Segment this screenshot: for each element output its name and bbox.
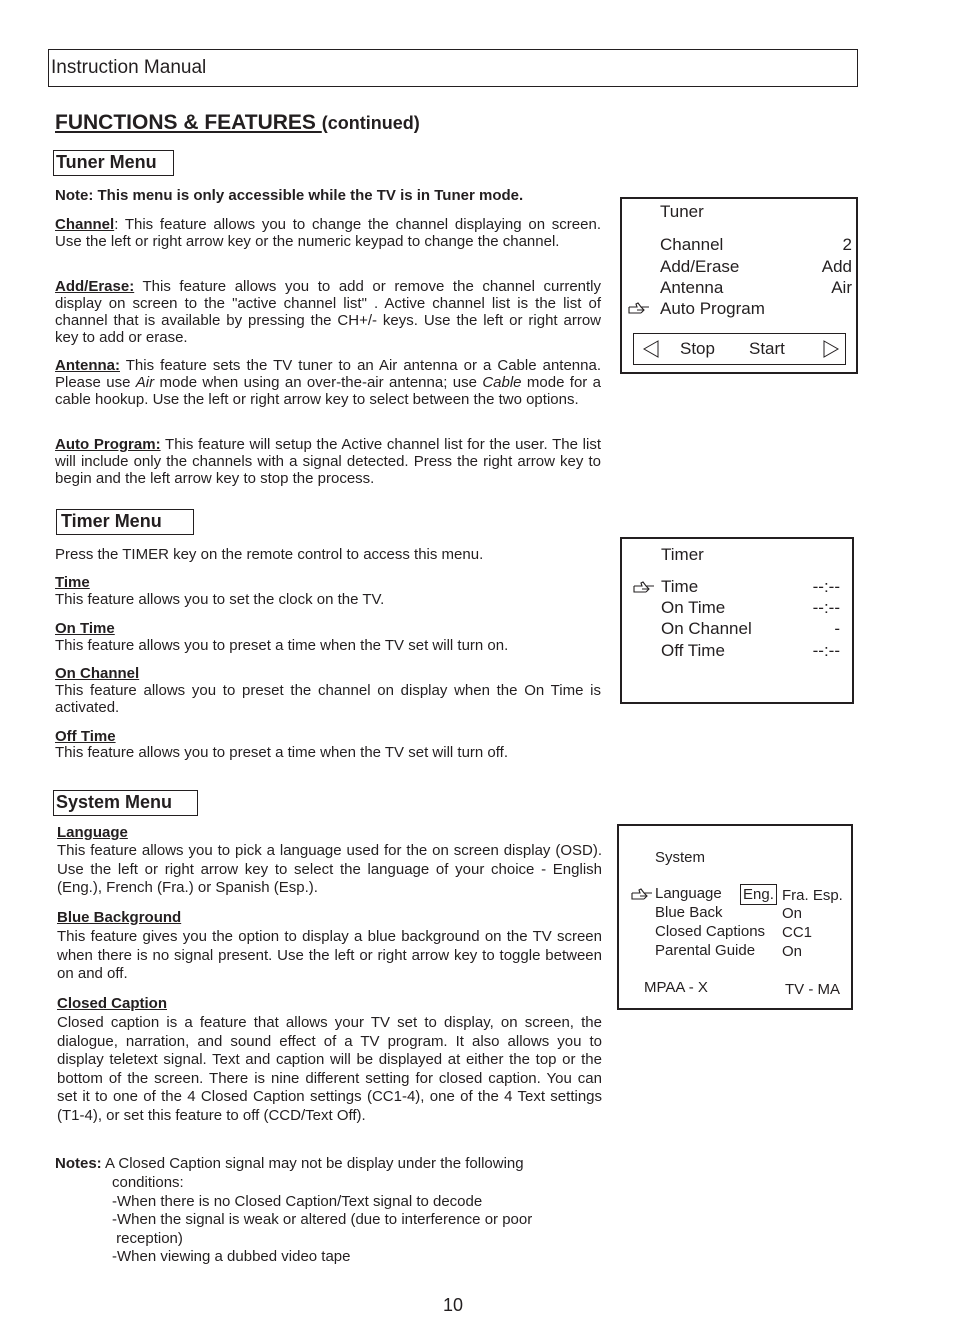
row-value: --:-- <box>812 577 840 596</box>
system-bluebg-text: This feature gives you the option to display a blue background on the TV screen when there is no signal present. Use the left or right arrow key to toggle between on and off. <box>57 928 602 982</box>
row-label: Off Time <box>661 641 725 660</box>
page-title-main: FUNCTIONS & FEATURES <box>55 111 322 134</box>
page-title <box>55 111 420 135</box>
timer-offtime-text: This feature allows you to preset a time when the TV set will turn off. <box>55 744 508 761</box>
pointing-hand-icon <box>628 302 650 316</box>
right-triangle-icon <box>822 340 840 358</box>
tuner-channel-para <box>55 216 601 250</box>
row-label: Parental Guide <box>655 942 756 959</box>
notes-label: Notes: <box>55 1155 102 1172</box>
tuner-heading: Tuner Menu <box>53 150 174 176</box>
row-value: Air <box>831 278 852 297</box>
row-label: Blue Back <box>655 904 723 921</box>
notes-line: -When viewing a dubbed video tape <box>112 1248 351 1265</box>
timer-onchannel-term: On Channel <box>55 665 140 682</box>
row-label: Antenna <box>660 278 724 297</box>
notes-first: A Closed Caption signal may not be display under the following <box>101 1155 524 1172</box>
timer-ontime-text: This feature allows you to preset a time when the TV set will turn on. <box>55 637 509 654</box>
row-label: On Channel <box>661 619 752 638</box>
tuner-autoprogram-para <box>55 436 601 487</box>
system-heading: System Menu <box>53 790 198 816</box>
system-cc-term: Closed Caption <box>57 995 168 1012</box>
tuner-adderase-para <box>55 278 601 346</box>
term: Antenna: <box>55 357 120 374</box>
timer-screen <box>620 537 854 704</box>
system-language-term: Language <box>57 824 128 841</box>
mpaa-rating: MPAA - X <box>644 979 708 996</box>
auto-program-bar <box>633 333 846 365</box>
notes-line: conditions: <box>112 1174 184 1191</box>
row-value: On <box>782 943 803 960</box>
screen-title: Tuner <box>660 202 704 221</box>
row-value: - <box>834 619 840 638</box>
system-notes <box>55 1155 602 1174</box>
notes-continued <box>112 1174 602 1267</box>
row-label: Add/Erase <box>660 257 740 276</box>
page-title-sub: (continued) <box>321 113 420 133</box>
notes-line: reception) <box>112 1229 183 1247</box>
row-label: Time <box>661 577 699 596</box>
row-value: CC1 <box>782 924 813 941</box>
pointing-hand-icon <box>633 581 655 595</box>
system-bluebg-term: Blue Background <box>57 909 182 926</box>
sep: : <box>114 216 119 233</box>
system-cc-text: Closed caption is a feature that allows your TV set to display, on screen, the dialogue, narration, and sound effect of a TV program. It also allows you to display teletext signal. Text and caption will be displayed at either the top or the bottom of the screen. There is nine different setting for closed caption. You can set it to one of the 4 Closed Caption settings (CC1-4), one of the 4 Text settings (T1-4), or set this feature to off (CCD/Text Off). <box>57 1014 602 1124</box>
timer-onchannel-text: This feature allows you to preset the channel on display when the On Time is activated. <box>55 682 601 716</box>
row-value: 2 <box>842 235 852 254</box>
tuner-antenna-para <box>55 357 601 408</box>
timer-intro: Press the TIMER key on the remote control to access this menu. <box>55 546 484 563</box>
timer-heading: Timer Menu <box>56 509 194 535</box>
tuner-screen <box>620 197 858 374</box>
timer-offtime-term: Off Time <box>55 728 116 745</box>
row-value: --:-- <box>812 641 840 660</box>
air-word: Air <box>135 374 155 391</box>
desc: This feature allows you to add or remove the channel currently display on screen to the "active channel list" . Active channel list is the list of channel that is available by pressing the CH+/- keys. Use the left or right arrow key to add or erase. <box>55 278 601 346</box>
desc: This feature sets the TV tuner to an Air antenna or a Cable antenna. Please use <box>55 357 601 391</box>
row-label: Auto Program <box>660 299 765 318</box>
tv-rating: TV - MA <box>785 981 840 998</box>
desc: This feature will setup the Active channel list for the user. The list will include only the channels with a signal detected. Press the right arrow key to begin and the left arrow key to stop the process. <box>55 436 601 487</box>
cable-word: Cable <box>482 374 522 391</box>
pointing-hand-icon <box>631 888 653 902</box>
row-value: --:-- <box>812 598 840 617</box>
system-screen <box>617 824 853 1010</box>
page-number: 10 <box>442 1295 464 1315</box>
term: Add/Erase: <box>55 278 135 295</box>
timer-ontime-term: On Time <box>55 620 115 637</box>
system-language-text: This feature allows you to pick a language used for the on screen display (OSD). Use the left or right arrow key to select the language of your choice - English (Eng.), French (Fra.) or Spanish (Esp.). <box>57 842 602 896</box>
notes-line: -When the signal is weak or altered (due to interference or poor <box>112 1211 533 1228</box>
desc: mode for a cable hookup. Use the left or right arrow key to select between the two options. <box>55 374 602 408</box>
row-label: Channel <box>660 235 724 254</box>
tuner-note: Note: This menu is only accessible while the TV is in Tuner mode. <box>55 187 524 204</box>
screen-title: Timer <box>661 545 704 564</box>
screen-title: System <box>655 849 706 866</box>
left-triangle-icon <box>642 340 660 358</box>
language-selected: Eng. <box>740 884 777 905</box>
term: Auto Program: <box>55 436 161 453</box>
timer-time-text: This feature allows you to set the clock on the TV. <box>55 591 385 608</box>
start-label: Start <box>749 339 785 358</box>
row-value: Fra. Esp. <box>782 887 843 904</box>
header-box <box>48 49 858 87</box>
term: Channel <box>55 216 115 233</box>
row-label: Language <box>655 885 722 902</box>
desc: This feature allows you to change the channel displaying on screen. Use the left or right arrow key or the numeric keypad to change the channel. <box>55 216 601 250</box>
stop-label: Stop <box>680 339 715 358</box>
notes-line: -When there is no Closed Caption/Text signal to decode <box>112 1192 483 1210</box>
desc: mode when using an over-the-air antenna; use <box>154 374 483 391</box>
row-label: Closed Captions <box>655 923 766 940</box>
row-label: On Time <box>661 598 726 617</box>
row-value: On <box>782 905 803 922</box>
row-value: Add <box>821 257 852 276</box>
header-title: Instruction Manual <box>51 57 207 78</box>
timer-time-term: Time <box>55 574 90 591</box>
